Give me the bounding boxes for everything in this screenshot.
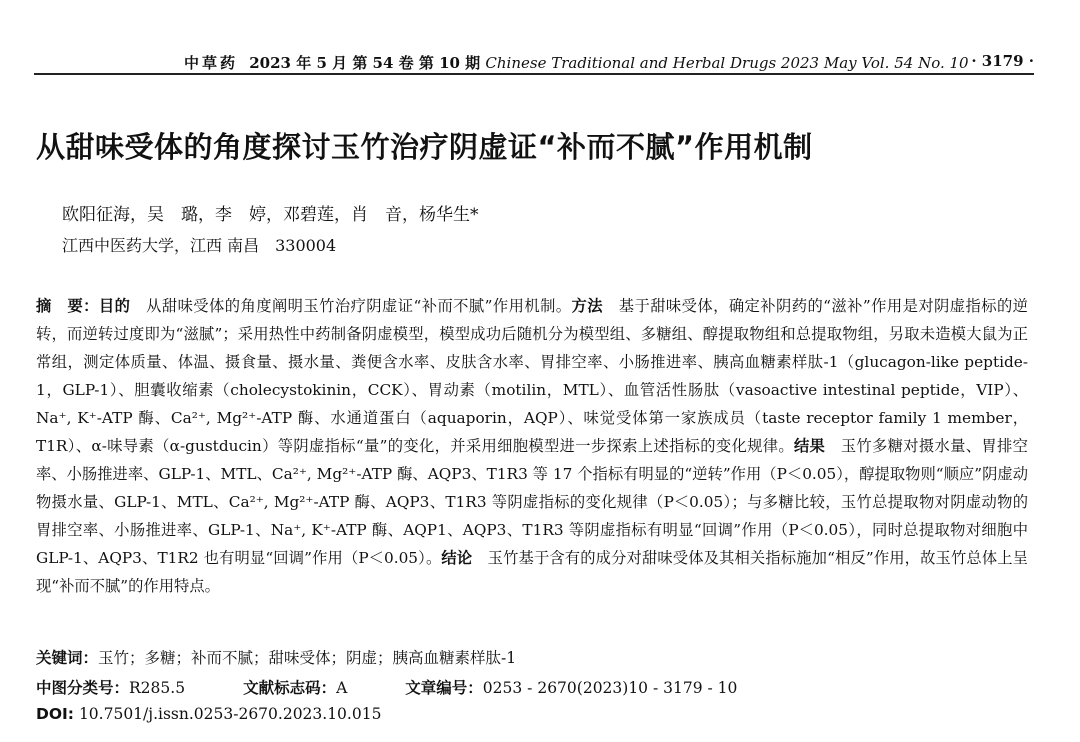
clc-value: R285.5 bbox=[129, 679, 186, 697]
article-number-label: 文章编号： bbox=[405, 679, 483, 697]
doc-code-label: 文献标志码： bbox=[243, 679, 337, 697]
author-list: 欧阳征海，吴 璐，李 婷，邓碧莲，肖 音，杨华生* bbox=[62, 205, 479, 225]
running-header bbox=[34, 46, 1034, 74]
result-label: 结果 bbox=[793, 437, 826, 455]
objective-label: 目的 bbox=[98, 297, 131, 315]
paper-title: 从甜味受体的角度探讨玉竹治疗阴虚证“补而不腻”作用机制 bbox=[36, 130, 813, 164]
keywords bbox=[36, 646, 516, 668]
journal-citation bbox=[184, 52, 969, 73]
conclusion-label: 结论 bbox=[441, 549, 473, 567]
method-label: 方法 bbox=[571, 297, 603, 315]
doc-code-value: A bbox=[336, 679, 348, 697]
clc-label: 中图分类号： bbox=[36, 679, 130, 697]
article-number-value: 0253 - 2670(2023)10 - 3179 - 10 bbox=[482, 679, 738, 697]
page-number: · 3179 · bbox=[971, 52, 1034, 70]
method-text: 基于甜味受体，确定补阴药的“滋补”作用是对阴虚指标的逆转，而逆转过度即为“滋腻”；采用热性中药制备阴虚模型，模型成功后随机分为模型组、多糖组、醇提取物组和总提取物组，另取未造模大鼠为正常组，测定体质量、体温、摄食量、摄水量、粪便含水率、皮肤含水率、胃排空率、小肠推进率、胰高血糖素样肽-1（glucagon-like peptide-1，GLP-1）、胆囊收缩素（cholecystokinin，CCK）、胃动素（motilin，MTL）、血管活性肠肽（vasoactive intestinal peptide，VIP）、Na⁺, K⁺-ATP 酶、Ca²⁺, Mg²⁺-ATP 酶、水通道蛋白（aquaporin，AQP）、味觉受体第一家族成员（taste receptor family 1 member，T1R）、α-味导素（α-gustducin）等阴虚指标“量”的变化，并采用细胞模型进一步探索上述指标的变化规律。 bbox=[36, 297, 1028, 455]
doi-line bbox=[36, 705, 381, 723]
conclusion-text: 玉竹基于含有的成分对甜味受体及其相关指标施加“相反”作用，故玉竹总体上呈现“补而不腻”的作用特点。 bbox=[36, 549, 1028, 595]
classification-line bbox=[36, 676, 737, 698]
abstract-label: 摘 要： bbox=[36, 297, 99, 315]
doi-link[interactable]: 10.7501/j.issn.0253-2670.2023.10.015 bbox=[74, 705, 382, 723]
doi-label: DOI: bbox=[36, 705, 75, 723]
keywords-label: 关键词： bbox=[36, 649, 99, 667]
result-text: 玉竹多糖对摄水量、胃排空率、小肠推进率、GLP-1、MTL、Ca²⁺, Mg²⁺-ATP 酶、AQP3、T1R3 等 17 个指标有明显的“逆转”作用（P＜0.05），醇提取物则“顺应”阴虚动物摄水量、GLP-1、MTL、Ca²⁺, Mg²⁺-ATP 酶、AQP3、T1R3 等阴虚指标的变化规律（P＜0.05）；与多糖比较，玉竹总提取物对阴虚动物的胃排空率、小肠推进率、GLP-1、Na⁺, K⁺-ATP 酶、AQP1、AQP3、T1R3 等阴虚指标有明显“回调”作用（P＜0.05），同时总提取物对细胞中 GLP-1、AQP3、T1R2 也有明显“回调”作用（P＜0.05）。 bbox=[36, 437, 1028, 567]
affiliation: 江西中医药大学，江西 南昌 330004 bbox=[62, 236, 337, 255]
journal-issue-cn: 2023 年 5 月 第 54 卷 第 10 期 bbox=[249, 54, 481, 72]
journal-issue-en: Chinese Traditional and Herbal Drugs 2023 May Vol. 54 No. 10 bbox=[485, 54, 969, 72]
header-rule bbox=[34, 73, 1034, 75]
objective-text: 从甜味受体的角度阐明玉竹治疗阴虚证“补而不腻”作用机制。 bbox=[146, 297, 572, 315]
keywords-text: 玉竹；多糖；补而不腻；甜味受体；阴虚；胰高血糖素样肽-1 bbox=[98, 649, 517, 667]
journal-logo: 中草药 bbox=[184, 54, 239, 72]
abstract bbox=[36, 292, 1028, 600]
